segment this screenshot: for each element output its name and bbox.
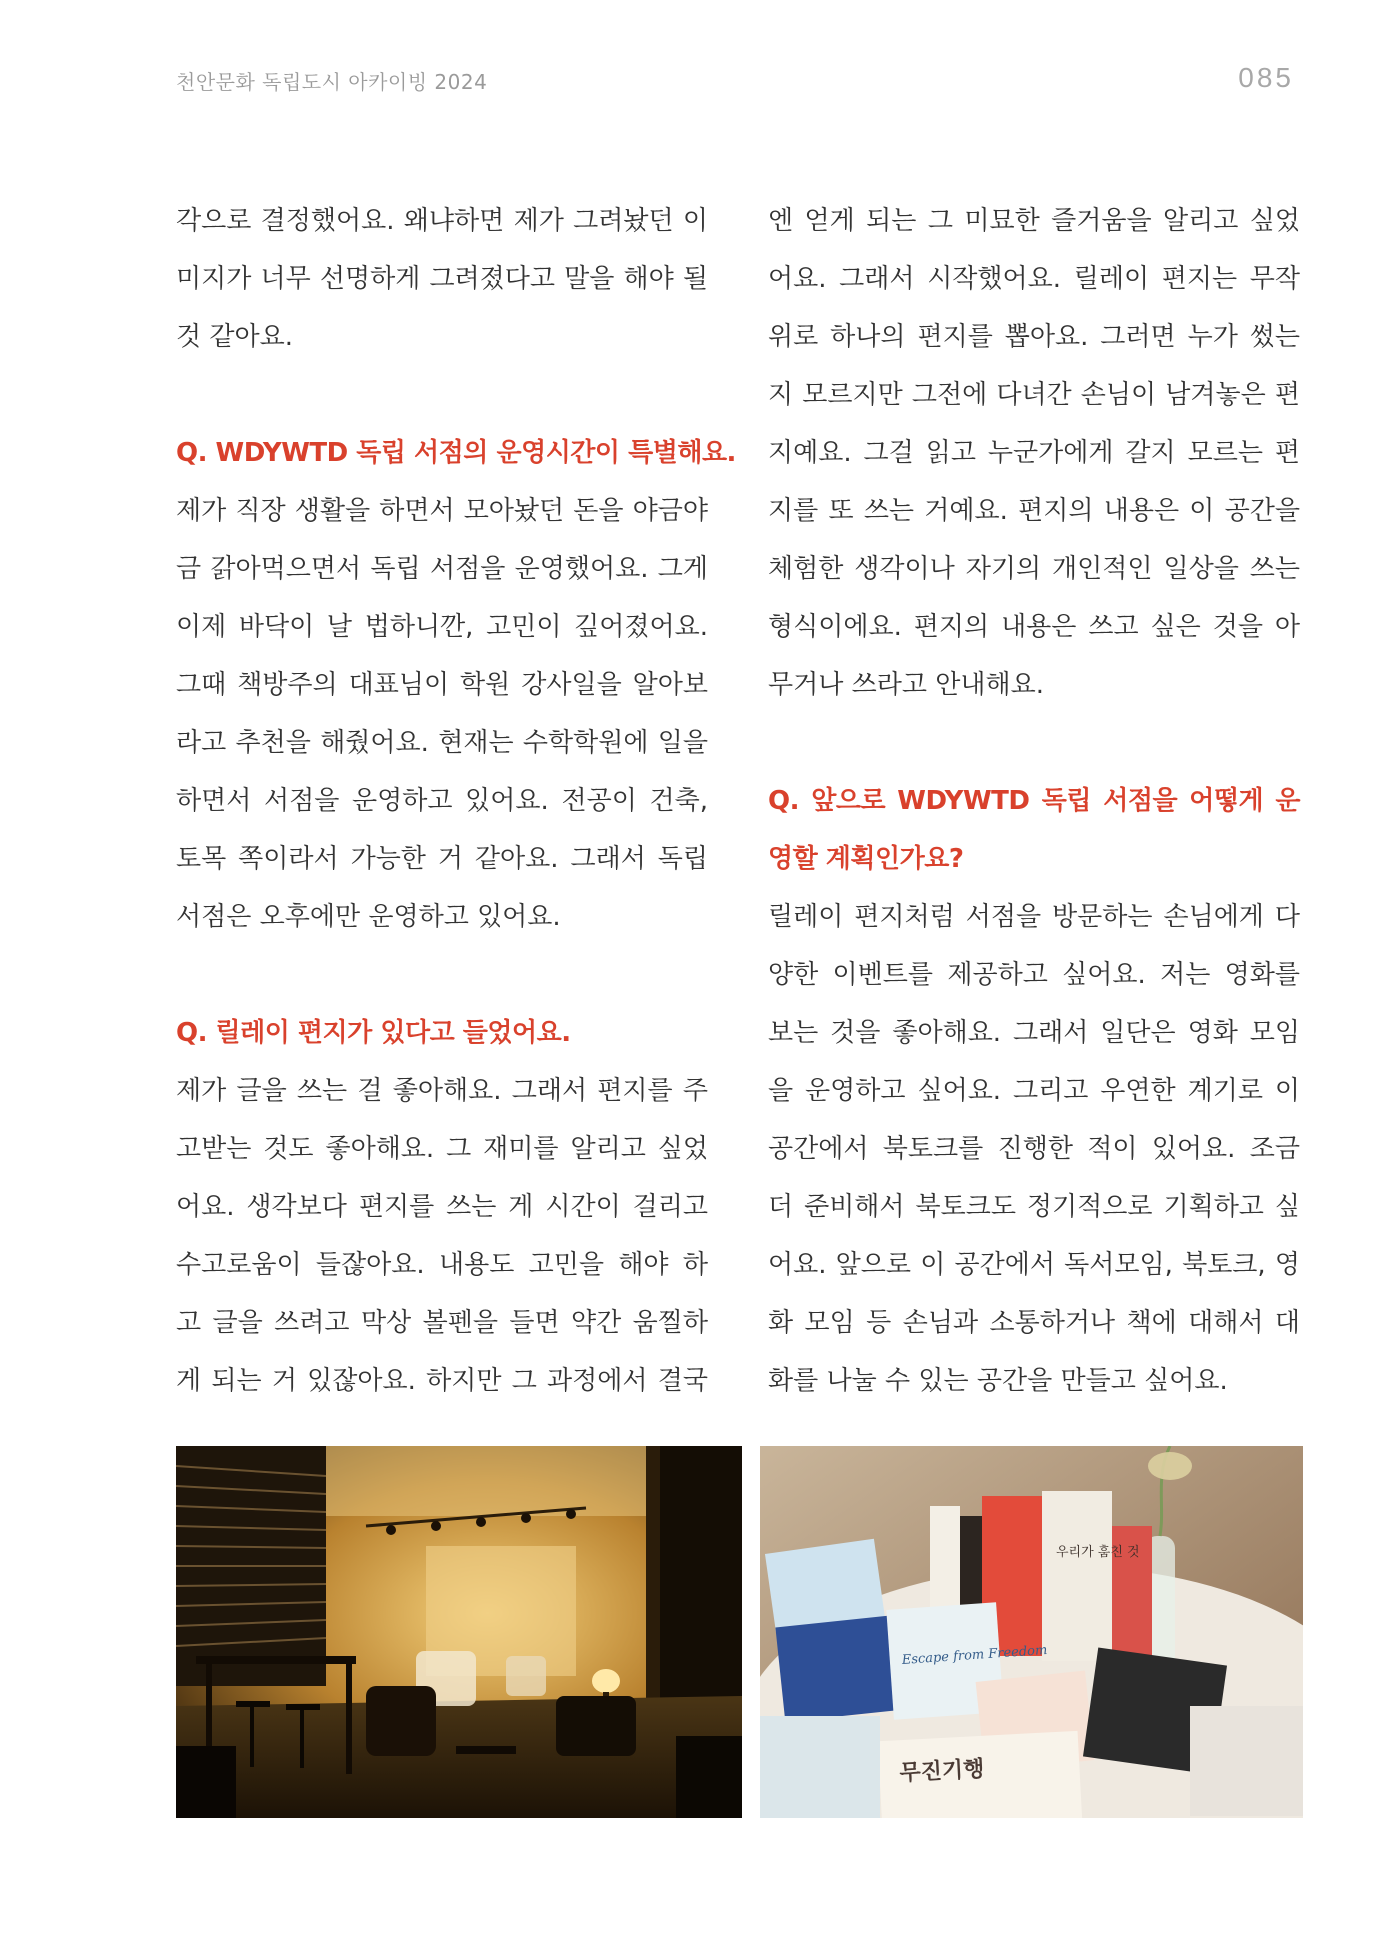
text-line: 양한 이벤트를 제공하고 싶어요. 저는 영화를 xyxy=(768,960,1300,990)
text-line: 공간에서 북토크를 진행한 적이 있어요. 조금 xyxy=(768,1134,1300,1164)
text-line: 형식이에요. 편지의 내용은 쓰고 싶은 것을 아 xyxy=(768,612,1300,642)
interior-illustration xyxy=(176,1446,742,1818)
text-line: 하면서 서점을 운영하고 있어요. 전공이 건축, xyxy=(176,786,708,816)
text-line: 제가 글을 쓰는 걸 좋아해요. 그래서 편지를 주 xyxy=(176,1076,708,1106)
page-number: 085 xyxy=(1238,62,1294,93)
text-line: 어요. 앞으로 이 공간에서 독서모임, 북토크, 영 xyxy=(768,1250,1300,1280)
answer-paragraph xyxy=(768,888,1300,1410)
paragraph-gap xyxy=(176,366,708,424)
text-line: 화를 나눌 수 있는 공간을 만들고 싶어요. xyxy=(768,1366,1228,1396)
continued-paragraph xyxy=(768,192,1300,714)
question-heading xyxy=(176,424,736,482)
text-line: 어요. 생각보다 편지를 쓰는 게 시간이 걸리고 xyxy=(176,1192,708,1222)
text-line: 엔 얻게 되는 그 미묘한 즐거움을 알리고 싶었 xyxy=(768,206,1300,236)
text-line: 제가 직장 생활을 하면서 모아놨던 돈을 야금야 xyxy=(176,496,708,526)
text-line: 게 되는 거 있잖아요. 하지만 그 과정에서 결국 xyxy=(176,1366,708,1396)
text-line: 고 글을 쓰려고 막상 볼펜을 들면 약간 움찔하 xyxy=(176,1308,708,1338)
text-line: 토목 쪽이라서 가능한 거 같아요. 그래서 독립 xyxy=(176,844,708,874)
text-line: 그때 책방주의 대표님이 학원 강사일을 알아보 xyxy=(176,670,708,700)
right-column xyxy=(768,192,1300,1410)
text-line: 지를 또 쓰는 거예요. 편지의 내용은 이 공간을 xyxy=(768,496,1300,526)
text-line: 어요. 그래서 시작했어요. 릴레이 편지는 무작 xyxy=(768,264,1300,294)
text-line: 수고로움이 들잖아요. 내용도 고민을 해야 하 xyxy=(176,1250,708,1280)
question-line: Q. 릴레이 편지가 있다고 들었어요. xyxy=(176,1018,571,1048)
text-line: 체험한 생각이나 자기의 개인적인 일상을 쓰는 xyxy=(768,554,1300,584)
text-line: 릴레이 편지처럼 서점을 방문하는 손님에게 다 xyxy=(768,902,1300,932)
text-line: 금 갉아먹으면서 독립 서점을 운영했어요. 그게 xyxy=(176,554,708,584)
text-line: 미지가 너무 선명하게 그려졌다고 말을 해야 될 xyxy=(176,264,708,294)
text-line: 이제 바닥이 날 법하니깐, 고민이 깊어졌어요. xyxy=(176,612,708,642)
question-line: Q. 앞으로 WDYWTD 독립 서점을 어떻게 운 xyxy=(768,786,1300,816)
text-line: 보는 것을 좋아해요. 그래서 일단은 영화 모임 xyxy=(768,1018,1300,1048)
text-line: 것 같아요. xyxy=(176,322,293,352)
text-line: 을 운영하고 싶어요. 그리고 우연한 계기로 이 xyxy=(768,1076,1300,1106)
question-line: Q. WDYWTD 독립 서점의 운영시간이 특별해요. xyxy=(176,438,736,468)
book-table-photo xyxy=(760,1446,1303,1818)
question-line: 영할 계획인가요? xyxy=(768,844,964,874)
text-line: 지예요. 그걸 읽고 누군가에게 갈지 모르는 편 xyxy=(768,438,1300,468)
answer-paragraph xyxy=(176,482,708,946)
paragraph-gap xyxy=(176,946,708,1004)
book-table-illustration xyxy=(760,1446,1303,1818)
text-line: 화 모임 등 손님과 소통하거나 책에 대해서 대 xyxy=(768,1308,1300,1338)
text-line: 라고 추천을 해줬어요. 현재는 수학학원에 일을 xyxy=(176,728,708,758)
text-line: 무거나 쓰라고 안내해요. xyxy=(768,670,1044,700)
question-heading xyxy=(176,1004,708,1062)
paragraph-gap xyxy=(768,714,1300,772)
text-line: 서점은 오후에만 운영하고 있어요. xyxy=(176,902,561,932)
book-title-text: 무진기행 xyxy=(898,1756,986,1787)
text-line: 각으로 결정했어요. 왜냐하면 제가 그려놨던 이 xyxy=(176,206,708,236)
answer-paragraph xyxy=(176,1062,708,1410)
book-title-text: 우리가 훔친 것 xyxy=(1056,1545,1140,1560)
header-title: 천안문화 독립도시 아카이빙 2024 xyxy=(176,70,488,94)
text-line: 위로 하나의 편지를 뽑아요. 그러면 누가 썼는 xyxy=(768,322,1300,352)
intro-paragraph xyxy=(176,192,708,366)
question-heading xyxy=(768,772,1300,888)
left-column xyxy=(176,192,736,1410)
text-line: 고받는 것도 좋아해요. 그 재미를 알리고 싶었 xyxy=(176,1134,708,1164)
book-title-text: Escape from Freedom xyxy=(901,1642,1048,1668)
text-line: 지 모르지만 그전에 다녀간 손님이 남겨놓은 편 xyxy=(768,380,1300,410)
text-line: 더 준비해서 북토크도 정기적으로 기획하고 싶 xyxy=(768,1192,1300,1222)
bookstore-interior-photo xyxy=(176,1446,742,1818)
